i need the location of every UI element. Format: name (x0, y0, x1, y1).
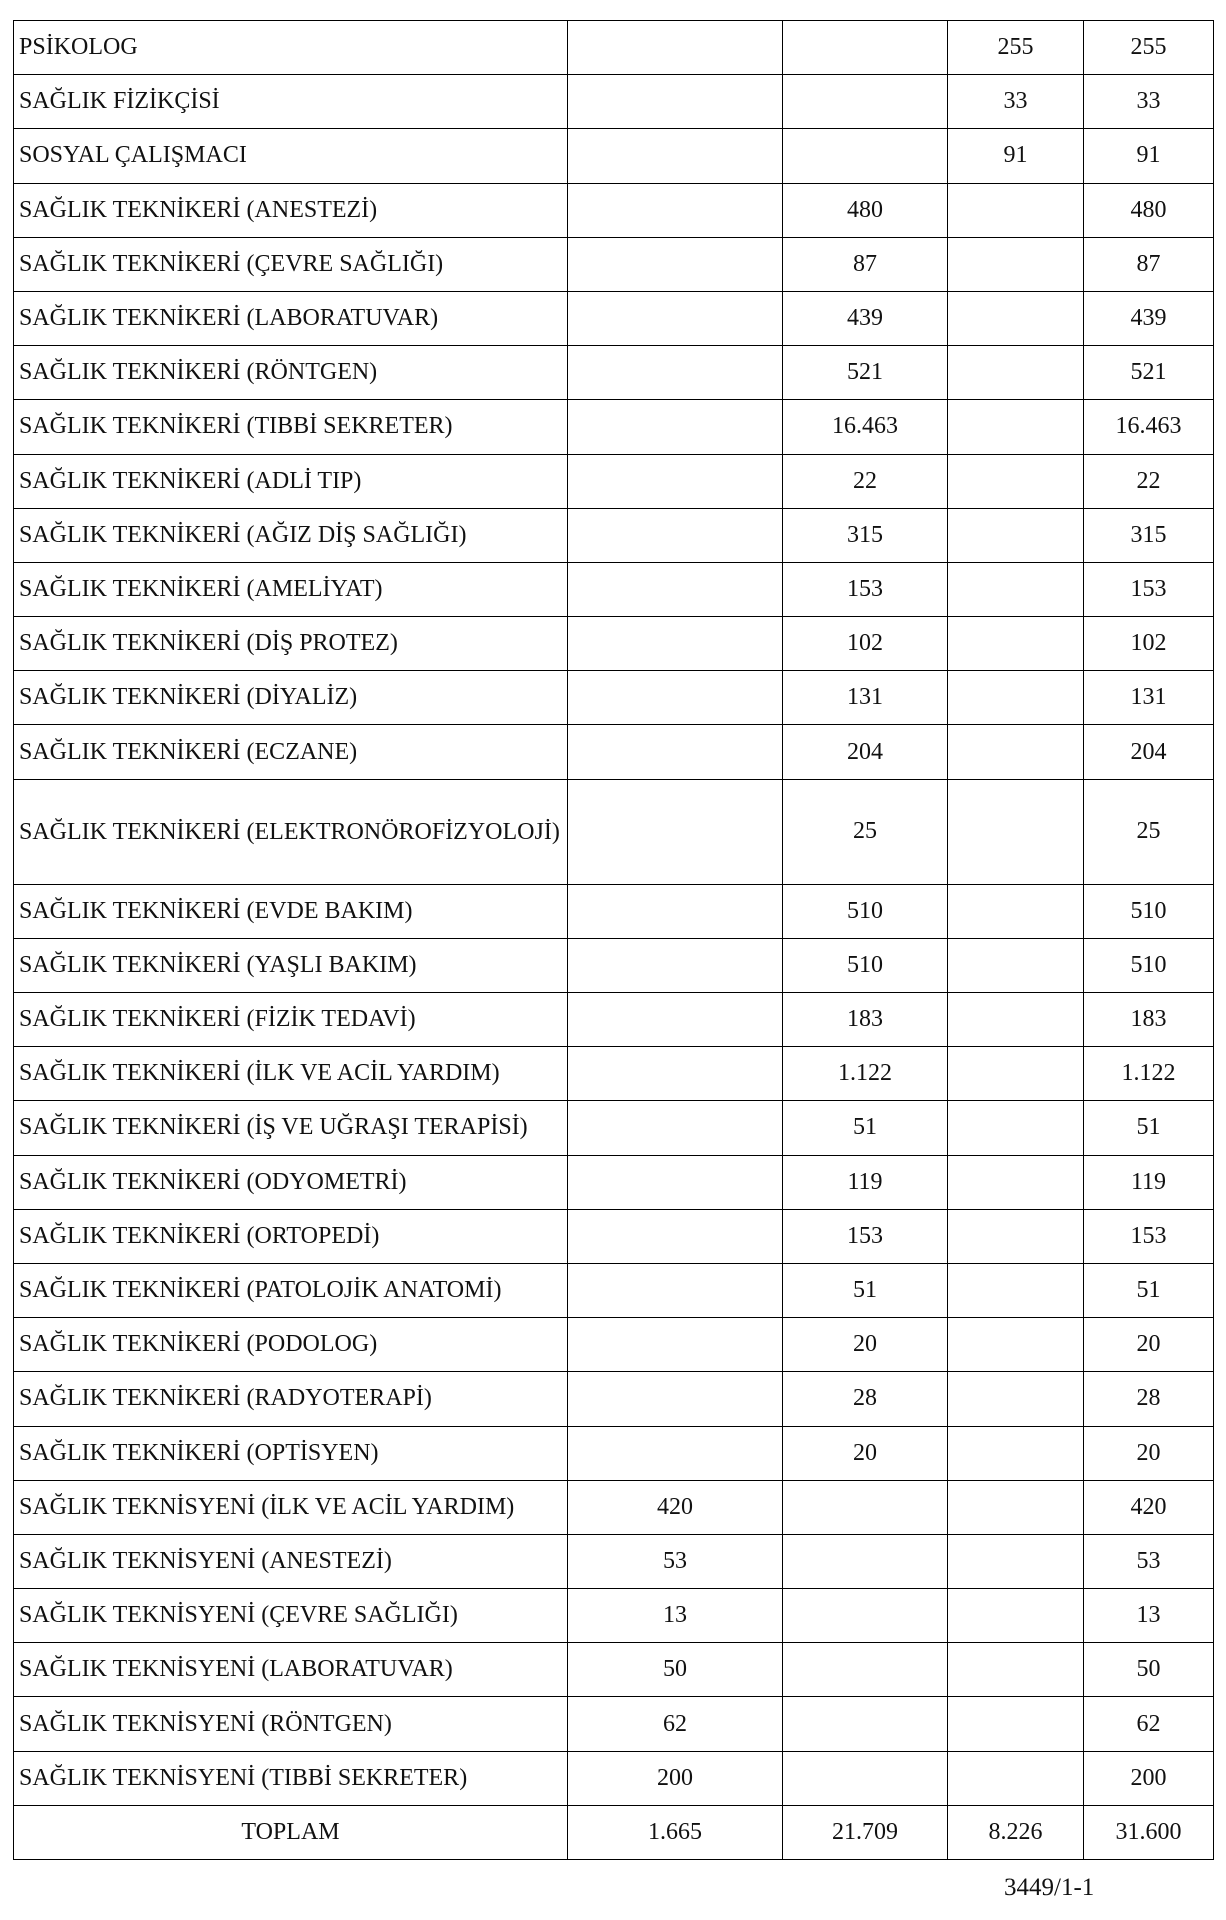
table-row (14, 237, 1214, 291)
col4-cell: 28 (1084, 1372, 1214, 1426)
col2-cell: 28 (783, 1372, 948, 1426)
col1-cell (568, 671, 783, 725)
col4-cell: 255 (1084, 21, 1214, 75)
col3-cell (948, 291, 1084, 345)
col1-cell (568, 183, 783, 237)
col4-cell: 315 (1084, 508, 1214, 562)
col4-cell: 510 (1084, 884, 1214, 938)
col4-cell: 50 (1084, 1643, 1214, 1697)
col1-cell (568, 346, 783, 400)
table-row (14, 725, 1214, 779)
total-col4: 31.600 (1084, 1805, 1214, 1859)
col1-cell (568, 884, 783, 938)
col2-cell: 183 (783, 993, 948, 1047)
col1-cell (568, 454, 783, 508)
table-row (14, 993, 1214, 1047)
name-cell: SAĞLIK TEKNİKERİ (ODYOMETRİ) (14, 1155, 568, 1209)
col3-cell: 91 (948, 129, 1084, 183)
col3-cell (948, 1480, 1084, 1534)
table-row (14, 1209, 1214, 1263)
col4-cell: 420 (1084, 1480, 1214, 1534)
col3-cell (948, 237, 1084, 291)
name-cell: SAĞLIK TEKNİKERİ (PODOLOG) (14, 1318, 568, 1372)
col1-cell (568, 725, 783, 779)
table-row (14, 1643, 1214, 1697)
col1-cell (568, 129, 783, 183)
total-row (14, 1805, 1214, 1859)
col1-cell (568, 400, 783, 454)
col2-cell: 521 (783, 346, 948, 400)
col3-cell (948, 508, 1084, 562)
col1-cell (568, 779, 783, 884)
col2-cell: 87 (783, 237, 948, 291)
col1-cell (568, 938, 783, 992)
col1-cell (568, 562, 783, 616)
table-row (14, 1697, 1214, 1751)
table-row (14, 1155, 1214, 1209)
col3-cell (948, 779, 1084, 884)
col4-cell: 510 (1084, 938, 1214, 992)
col4-cell: 20 (1084, 1426, 1214, 1480)
name-cell: SAĞLIK TEKNİKERİ (YAŞLI BAKIM) (14, 938, 568, 992)
name-cell: SAĞLIK TEKNİSYENİ (ANESTEZİ) (14, 1534, 568, 1588)
col1-cell: 62 (568, 1697, 783, 1751)
name-cell: SAĞLIK TEKNİKERİ (PATOLOJİK ANATOMİ) (14, 1263, 568, 1317)
col1-cell: 53 (568, 1534, 783, 1588)
col2-cell: 153 (783, 1209, 948, 1263)
col2-cell (783, 1589, 948, 1643)
col3-cell (948, 1751, 1084, 1805)
name-cell: SAĞLIK TEKNİKERİ (ORTOPEDİ) (14, 1209, 568, 1263)
name-cell: SAĞLIK TEKNİKERİ (AĞIZ DİŞ SAĞLIĞI) (14, 508, 568, 562)
total-col2: 21.709 (783, 1805, 948, 1859)
col3-cell: 255 (948, 21, 1084, 75)
col4-cell: 51 (1084, 1101, 1214, 1155)
col1-cell (568, 1426, 783, 1480)
name-cell: SAĞLIK TEKNİSYENİ (ÇEVRE SAĞLIĞI) (14, 1589, 568, 1643)
col2-cell: 131 (783, 671, 948, 725)
table-row (14, 1047, 1214, 1101)
col2-cell: 22 (783, 454, 948, 508)
col2-cell: 1.122 (783, 1047, 948, 1101)
col3-cell (948, 183, 1084, 237)
col1-cell (568, 1101, 783, 1155)
col4-cell: 200 (1084, 1751, 1214, 1805)
col4-cell: 480 (1084, 183, 1214, 237)
col4-cell: 119 (1084, 1155, 1214, 1209)
col2-cell (783, 75, 948, 129)
col2-cell (783, 129, 948, 183)
col2-cell (783, 1697, 948, 1751)
table-row (14, 1589, 1214, 1643)
col2-cell: 16.463 (783, 400, 948, 454)
col2-cell: 204 (783, 725, 948, 779)
col1-cell (568, 1263, 783, 1317)
col4-cell: 153 (1084, 562, 1214, 616)
name-cell: SAĞLIK TEKNİKERİ (OPTİSYEN) (14, 1426, 568, 1480)
col1-cell (568, 237, 783, 291)
table-row (14, 1318, 1214, 1372)
name-cell: SAĞLIK TEKNİKERİ (LABORATUVAR) (14, 291, 568, 345)
col1-cell (568, 1372, 783, 1426)
col2-cell (783, 21, 948, 75)
col1-cell (568, 1047, 783, 1101)
name-cell: SAĞLIK TEKNİSYENİ (LABORATUVAR) (14, 1643, 568, 1697)
table-row (14, 1534, 1214, 1588)
col4-cell: 102 (1084, 617, 1214, 671)
table-row (14, 884, 1214, 938)
col3-cell (948, 1643, 1084, 1697)
table-row (14, 562, 1214, 616)
name-cell: SAĞLIK TEKNİSYENİ (RÖNTGEN) (14, 1697, 568, 1751)
col3-cell (948, 400, 1084, 454)
table-row (14, 183, 1214, 237)
col2-cell: 51 (783, 1263, 948, 1317)
table-row (14, 400, 1214, 454)
col4-cell: 439 (1084, 291, 1214, 345)
name-cell: PSİKOLOG (14, 21, 568, 75)
col2-cell: 119 (783, 1155, 948, 1209)
col1-cell (568, 1209, 783, 1263)
table-row (14, 938, 1214, 992)
col4-cell: 131 (1084, 671, 1214, 725)
col3-cell (948, 1426, 1084, 1480)
name-cell: SAĞLIK FİZİKÇİSİ (14, 75, 568, 129)
name-cell: SAĞLIK TEKNİKERİ (ANESTEZİ) (14, 183, 568, 237)
col3-cell (948, 725, 1084, 779)
col3-cell (948, 993, 1084, 1047)
col3-cell (948, 1209, 1084, 1263)
table-row (14, 454, 1214, 508)
col2-cell (783, 1534, 948, 1588)
col2-cell: 20 (783, 1426, 948, 1480)
col2-cell (783, 1751, 948, 1805)
name-cell: SAĞLIK TEKNİKERİ (DİŞ PROTEZ) (14, 617, 568, 671)
col4-cell: 53 (1084, 1534, 1214, 1588)
table-row (14, 129, 1214, 183)
table-row (14, 21, 1214, 75)
name-cell: SAĞLIK TEKNİKERİ (AMELİYAT) (14, 562, 568, 616)
col4-cell: 91 (1084, 129, 1214, 183)
col2-cell: 102 (783, 617, 948, 671)
col1-cell: 420 (568, 1480, 783, 1534)
col4-cell: 62 (1084, 1697, 1214, 1751)
col2-cell (783, 1480, 948, 1534)
table-row (14, 291, 1214, 345)
col4-cell: 153 (1084, 1209, 1214, 1263)
col1-cell (568, 1318, 783, 1372)
col1-cell (568, 508, 783, 562)
staff-table (13, 20, 1214, 1860)
name-cell: SAĞLIK TEKNİKERİ (ÇEVRE SAĞLIĞI) (14, 237, 568, 291)
col3-cell (948, 1534, 1084, 1588)
table-row (14, 1372, 1214, 1426)
col2-cell: 25 (783, 779, 948, 884)
staff-table-body (14, 21, 1214, 1806)
col3-cell (948, 1318, 1084, 1372)
table-row (14, 1101, 1214, 1155)
name-cell: SAĞLIK TEKNİKERİ (ADLİ TIP) (14, 454, 568, 508)
table-row (14, 346, 1214, 400)
name-cell: SAĞLIK TEKNİKERİ (RADYOTERAPİ) (14, 1372, 568, 1426)
col4-cell: 33 (1084, 75, 1214, 129)
col2-cell: 20 (783, 1318, 948, 1372)
col2-cell: 315 (783, 508, 948, 562)
name-cell: SOSYAL ÇALIŞMACI (14, 129, 568, 183)
col2-cell: 51 (783, 1101, 948, 1155)
col3-cell (948, 1101, 1084, 1155)
table-row (14, 508, 1214, 562)
total-col1: 1.665 (568, 1805, 783, 1859)
table-row (14, 1751, 1214, 1805)
col2-cell (783, 1643, 948, 1697)
col2-cell: 439 (783, 291, 948, 345)
name-cell: SAĞLIK TEKNİKERİ (EVDE BAKIM) (14, 884, 568, 938)
total-label: TOPLAM (14, 1805, 568, 1859)
col1-cell: 13 (568, 1589, 783, 1643)
col4-cell: 20 (1084, 1318, 1214, 1372)
col4-cell: 183 (1084, 993, 1214, 1047)
table-row (14, 671, 1214, 725)
col4-cell: 22 (1084, 454, 1214, 508)
col4-cell: 51 (1084, 1263, 1214, 1317)
table-row (14, 1263, 1214, 1317)
col2-cell: 510 (783, 938, 948, 992)
name-cell: SAĞLIK TEKNİKERİ (DİYALİZ) (14, 671, 568, 725)
col3-cell (948, 562, 1084, 616)
col1-cell (568, 1155, 783, 1209)
col3-cell (948, 1155, 1084, 1209)
col1-cell (568, 21, 783, 75)
col3-cell (948, 938, 1084, 992)
col4-cell: 204 (1084, 725, 1214, 779)
name-cell: SAĞLIK TEKNİKERİ (TIBBİ SEKRETER) (14, 400, 568, 454)
col4-cell: 16.463 (1084, 400, 1214, 454)
table-row (14, 779, 1214, 884)
col3-cell (948, 1372, 1084, 1426)
table-row (14, 1426, 1214, 1480)
table-row (14, 1480, 1214, 1534)
name-cell: SAĞLIK TEKNİKERİ (FİZİK TEDAVİ) (14, 993, 568, 1047)
col3-cell (948, 671, 1084, 725)
col1-cell (568, 993, 783, 1047)
table-row (14, 75, 1214, 129)
col3-cell (948, 1697, 1084, 1751)
col2-cell: 480 (783, 183, 948, 237)
col3-cell (948, 617, 1084, 671)
col3-cell (948, 1263, 1084, 1317)
col3-cell (948, 454, 1084, 508)
col1-cell: 200 (568, 1751, 783, 1805)
name-cell: SAĞLIK TEKNİSYENİ (TIBBİ SEKRETER) (14, 1751, 568, 1805)
col1-cell: 50 (568, 1643, 783, 1697)
name-cell: SAĞLIK TEKNİKERİ (İŞ VE UĞRAŞI TERAPİSİ) (14, 1101, 568, 1155)
col1-cell (568, 75, 783, 129)
table-row (14, 617, 1214, 671)
name-cell: SAĞLIK TEKNİKERİ (İLK VE ACİL YARDIM) (14, 1047, 568, 1101)
col1-cell (568, 617, 783, 671)
col3-cell (948, 346, 1084, 400)
col3-cell (948, 1047, 1084, 1101)
col4-cell: 25 (1084, 779, 1214, 884)
col4-cell: 13 (1084, 1589, 1214, 1643)
name-cell: SAĞLIK TEKNİSYENİ (İLK VE ACİL YARDIM) (14, 1480, 568, 1534)
col3-cell (948, 1589, 1084, 1643)
col2-cell: 510 (783, 884, 948, 938)
col3-cell (948, 884, 1084, 938)
col3-cell: 33 (948, 75, 1084, 129)
col4-cell: 521 (1084, 346, 1214, 400)
name-cell: SAĞLIK TEKNİKERİ (ELEKTRONÖROFİZYOLOJİ) (14, 779, 568, 884)
col4-cell: 1.122 (1084, 1047, 1214, 1101)
document-code: 3449/1-1 (1004, 1874, 1095, 1901)
col4-cell: 87 (1084, 237, 1214, 291)
name-cell: SAĞLIK TEKNİKERİ (ECZANE) (14, 725, 568, 779)
total-col3: 8.226 (948, 1805, 1084, 1859)
name-cell: SAĞLIK TEKNİKERİ (RÖNTGEN) (14, 346, 568, 400)
col1-cell (568, 291, 783, 345)
col2-cell: 153 (783, 562, 948, 616)
